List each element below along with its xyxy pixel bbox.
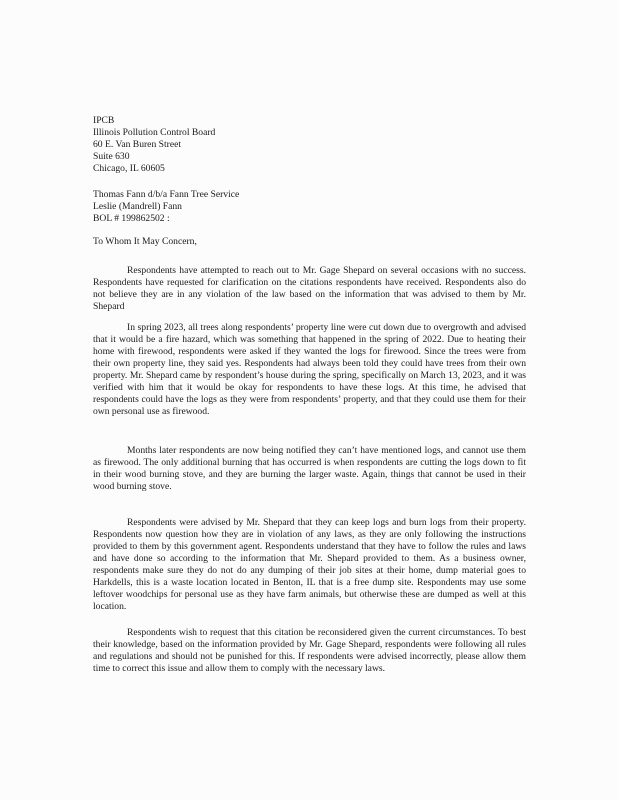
recipient-line: Suite 630 xyxy=(93,151,130,162)
body-paragraph: In spring 2023, all trees along respondents’ property line were cut down due to overgrowth and advised that it would be a fire hazard, which was something that happened in the spring of 2022. Due to heating their home with firewood, respondents were asked if they wanted the logs for firewood. Since the trees were from their own property line, they said yes. Respondents had always been told they could have trees from their own property. Mr. Shepard came by respondent’s house during the spring, specifically on March 13, 2023, and it was verified with him that it would be okay for respondents to have these logs. At this time, he advised that respondents could have the logs as they were from respondents’ property, and that they could use them for their own personal use as firewood. xyxy=(93,322,526,417)
recipient-line: IPCB xyxy=(93,115,115,126)
respondent-line: BOL # 199862502 : xyxy=(93,213,170,224)
recipient-line: 60 E. Van Buren Street xyxy=(93,139,182,150)
body-paragraph: Respondents have attempted to reach out to Mr. Gage Shepard on several occasions with no success. Respondents have requested for clarification on the citations respondents have received. Respondents also do not believe they are in any violation of the law based on the information that was advised to them by Mr. Shepard xyxy=(93,265,526,312)
recipient-address xyxy=(93,115,533,175)
body-paragraph: Months later respondents are now being notified they can’t have mentioned logs, and cannot use them as firewood. The only additional burning that has occurred is when respondents are cutting the logs down to fit in their wood burning stove, and they are burning the larger waste. Again, things that cannot be used in their wood burning stove. xyxy=(93,445,526,492)
salutation: To Whom It May Concern, xyxy=(93,236,197,247)
recipient-line: Chicago, IL 60605 xyxy=(93,163,165,174)
recipient-line: Illinois Pollution Control Board xyxy=(93,127,216,138)
respondent-line: Leslie (Mandrell) Fann xyxy=(93,201,182,212)
respondent-line: Thomas Fann d/b/a Fann Tree Service xyxy=(93,189,240,200)
body-paragraph: Respondents were advised by Mr. Shepard that they can keep logs and burn logs from their property. Respondents now question how they are in violation of any laws, as they are only following the instructions provided to them by this government agent. Respondents understand that they have to follow the rules and laws and have done so according to the information that Mr. Shepard provided to them. As a business owner, respondents make sure they do not do any dumping of their job sites at their home, dump material goes to Harkdells, this is a waste location located in Benton, IL that is a free dump site. Respondents may use some leftover woodchips for personal use as they have farm animals, but otherwise these are dumped as well at this location. xyxy=(93,517,526,612)
respondent-block xyxy=(93,189,533,225)
body-paragraph: Respondents wish to request that this citation be reconsidered given the current circumstances. To best their knowledge, based on the information provided by Mr. Gage Shepard, respondents were following all rules and regulations and should not be punished for this. If respondents were advised incorrectly, please allow them time to correct this issue and allow them to comply with the necessary laws. xyxy=(93,627,526,674)
